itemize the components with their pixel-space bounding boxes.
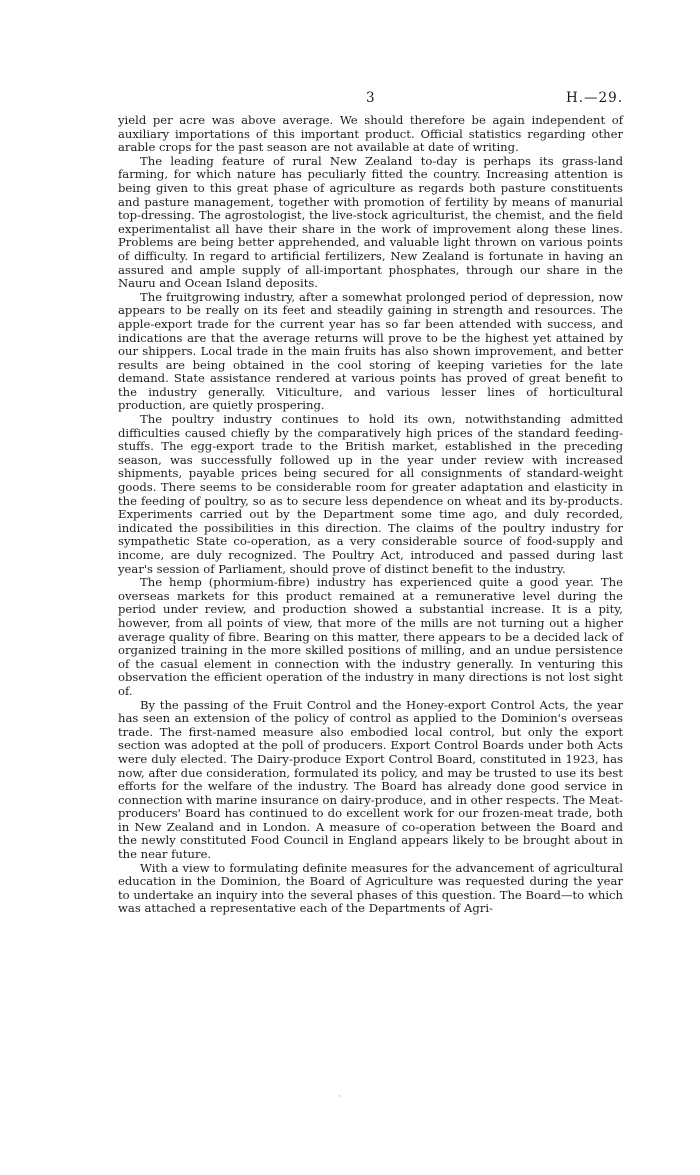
scan-speck: · bbox=[338, 1092, 341, 1102]
page-number: 3 bbox=[365, 90, 376, 106]
page-header bbox=[118, 90, 623, 110]
paragraph-control-acts: By the passing of the Fruit Control and the Honey-export Control Acts, the year has seen an extension of the policy of control as applied to the Dominion's overseas trade. The first-named measure also embodied local control, but only the export section was adopted at the poll of producers. Export Control Boards under both Acts were duly elected. The Dairy-produce Export Control Board, constituted in 1923, has now, after due consideration, formulated its policy, and may be trusted to use its best efforts for the welfare of the industry. The Board has already done good service in connection with marine insurance on dairy-produce, and in other respects. The Meat-producers' Board has continued to do excellent work for our frozen-meat trade, both in New Zealand and in London. A measure of co-operation between the Board and the newly constituted Food Council in England appears likely to be brought about in the near future. bbox=[118, 697, 623, 862]
paragraph-hemp: The hemp (phormium-fibre) industry has experienced quite a good year. The overseas markets for this product remained at a remunerative level during the period under review, and production showed a substantial increase. It is a pity, however, from all points of view, that more of the mills are not turning out a higher average quality of fibre. Bearing on this matter, there appears to be a decided lack of organized training in the more skilled positions of milling, and an undue persistence of the casual element in connection with the industry generally. In venturing this observation the efficient operation of the industry in many directions is not lost sight of. bbox=[118, 575, 623, 698]
paragraph-wheat-yield: yield per acre was above average. We should therefore be again independent of auxiliary importations of this important product. Official statistics regarding other arable crops for the past season are not available at date of writing. bbox=[118, 113, 623, 155]
paragraph-agricultural-education: With a view to formulating definite measures for the advancement of agricultural education in the Dominion, the Board of Agriculture was requested during the year to undertake an inquiry into the several phases of this question. The Board—to which was attached a representative each of the Departments of Agri- bbox=[118, 860, 623, 916]
paragraph-grassland-farming: The leading feature of rural New Zealand to-day is perhaps its grass-land farming, for which nature has peculiarly fitted the country. Increasing attention is being given to this great phase of agriculture as regards both pasture constituents and pasture management, together with promotion of fertility by means of manurial top-dressing. The agrostologist, the live-stock agriculturist, the chemist, and the field experimentalist all have their share in the work of improvement along these lines. Problems are being better apprehended, and valuable light thrown on various points of difficulty. In regard to artificial fertilizers, New Zealand is fortunate in having an assured and ample supply of all-important phosphates, through our share in the Nauru and Ocean Island deposits. bbox=[118, 153, 623, 291]
body-text bbox=[118, 114, 623, 916]
paragraph-fruitgrowing: The fruitgrowing industry, after a somewhat prolonged period of depression, now appears to be really on its feet and steadily gaining in strength and resources. The apple-export trade for the current year has so far been attended with success, and indications are that the average returns will prove to be the highest yet attained by our shippers. Local trade in the main fruits has also shown improvement, and better results are being obtained in the cool storing of keeping varieties for the late demand. State assistance rendered at various points has proved of great benefit to the industry generally. Viticulture, and various lesser lines of horticultural production, are quietly prospering. bbox=[118, 289, 623, 413]
paragraph-poultry: The poultry industry continues to hold its own, notwithstanding admitted difficulties caused chiefly by the comparatively high prices of the standard feeding-stuffs. The egg-export trade to the British market, established in the preceding season, was successfully followed up in the year under review with increased shipments, payable prices being secured for all consignments of standard-weight goods. There seems to be considerable room for greater adaptation and elasticity in the feeding of poultry, so as to secure less dependence on wheat and its by-products. Experiments carried out by the Department some time ago, and duly recorded, indicated the possibilities in this direction. The claims of the poultry industry for sympathetic State co-operation, as a very considerable source of food-supply and income, are duly recognized. The Poultry Act, introduced and passed during last year's session of Parliament, should prove of distinct benefit to the industry. bbox=[118, 412, 623, 576]
document-reference: H.—29. bbox=[565, 90, 623, 106]
